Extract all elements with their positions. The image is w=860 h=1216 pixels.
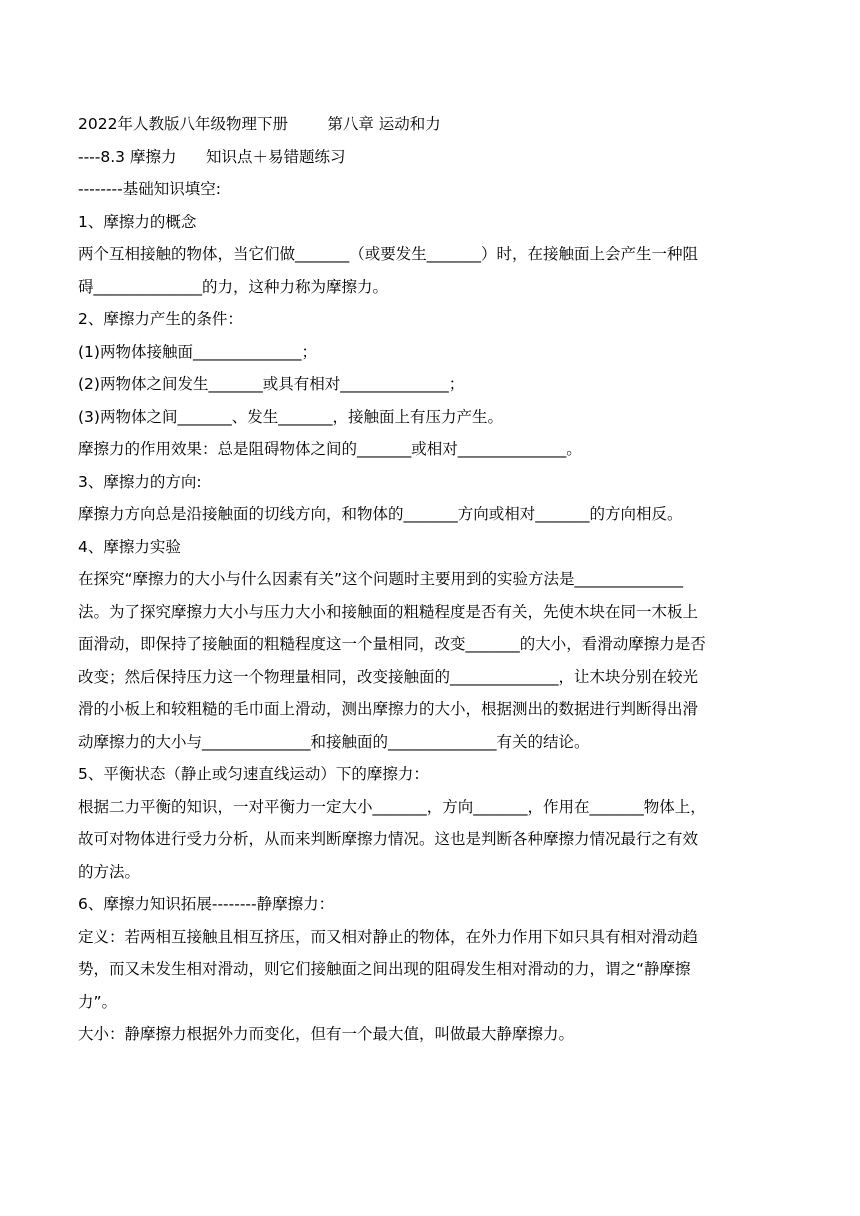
document-subtitle: ----8.3 摩擦力 知识点＋易错题练习: [78, 147, 346, 166]
section-heading: --------基础知识填空:: [78, 180, 221, 198]
text-line: 摩擦力的作用效果：总是阻碍物体之间的_______或相对______________。: [78, 440, 582, 458]
document-content: [78, 108, 778, 1051]
topic-heading-static-friction: 6、摩擦力知识拓展--------静摩擦力：: [78, 895, 335, 913]
topic-heading-direction: 3、摩擦力的方向:: [78, 472, 202, 491]
text-line: 大小：静摩擦力根据外力而变化，但有一个最大值，叫做最大静摩擦力。: [78, 1025, 575, 1043]
text-line: (2)两物体之间发生_______或具有相对______________；: [78, 375, 465, 393]
text-line: 碍______________的力，这种力称为摩擦力。: [78, 277, 389, 296]
text-line: (3)两物体之间_______、发生_______，接触面上有压力产生。: [78, 407, 503, 426]
topic-heading-conditions: 2、摩擦力产生的条件：: [78, 310, 243, 328]
text-line: 力”。: [78, 992, 118, 1011]
text-line: 故可对物体进行受力分析，从而来判断摩擦力情况。这也是判断各种摩擦力情况最行之有效: [78, 830, 699, 848]
text-line: 法。为了探究摩擦力大小与压力大小和接触面的粗糙程度是否有关，先使木块在同一木板上: [78, 602, 699, 621]
text-line: 在探究“摩擦力的大小与什么因素有关”这个问题时主要用到的实验方法是______________: [78, 570, 684, 588]
text-line: 定义：若两相互接触且相互挤压，而又相对静止的物体，在外力作用下如只具有相对滑动趋: [78, 927, 699, 946]
text-line: (1)两物体接触面______________；: [78, 342, 317, 361]
text-line: 改变；然后保持压力这一个物理量相同，改变接触面的______________，让木块分别在较光: [78, 667, 699, 686]
text-line: 两个互相接触的物体，当它们做_______（或要发生_______）时，在接触面上会产生一种阻: [78, 245, 699, 263]
text-line: 面滑动，即保持了接触面的粗糙程度这一个量相同，改变_______的大小，看滑动摩擦力是否: [78, 635, 706, 653]
text-line: 势，而又未发生相对滑动，则它们接触面之间出现的阻碍发生相对滑动的力，谓之“静摩擦: [78, 960, 691, 978]
text-line: 滑的小板上和较粗糙的毛巾面上滑动，测出摩擦力的大小，根据测出的数据进行判断得出滑: [78, 700, 699, 718]
topic-heading-friction-concept: 1、摩擦力的概念: [78, 212, 197, 231]
text-line: 摩擦力方向总是沿接触面的切线方向，和物体的_______方向或相对_______的方向相反。: [78, 505, 683, 523]
text-line: 的方法。: [78, 862, 141, 881]
topic-heading-equilibrium: 5、平衡状态（静止或匀速直线运动）下的摩擦力：: [78, 765, 429, 783]
text-line: 根据二力平衡的知识，一对平衡力一定大小_______，方向_______，作用在_______物体上，: [78, 797, 706, 816]
topic-heading-experiment: 4、摩擦力实验: [78, 537, 181, 556]
text-line: 动摩擦力的大小与______________和接触面的______________有关的结论。: [78, 732, 590, 751]
document-title: 2022年人教版八年级物理下册 第八章 运动和力: [78, 115, 441, 133]
